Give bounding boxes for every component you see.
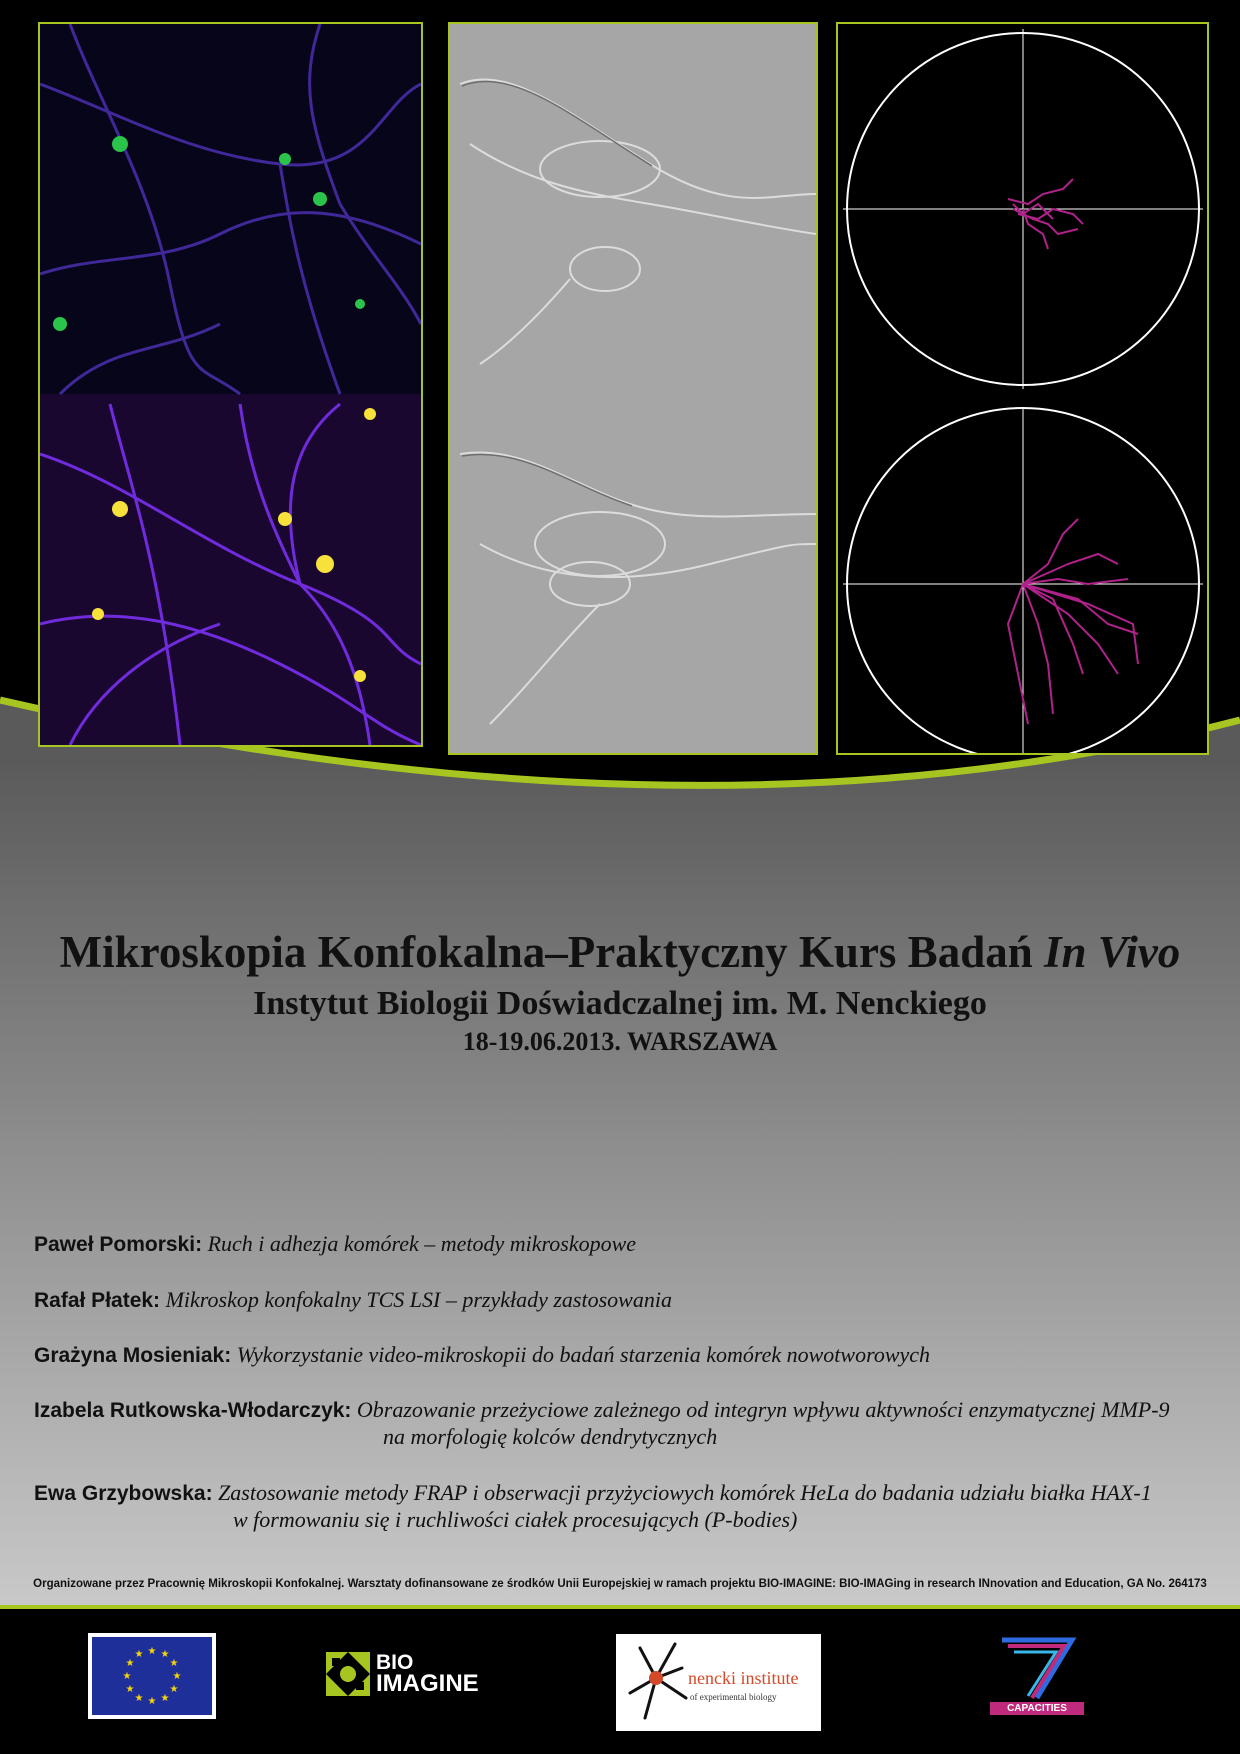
talk-title-continued: na morfologię kolców dendrytycznych <box>383 1424 718 1449</box>
svg-text:★: ★ <box>125 1684 135 1695</box>
speaker-name: Paweł Pomorski: <box>34 1233 203 1256</box>
fp7-capacities-logo <box>982 1632 1092 1720</box>
speaker-name: Izabela Rutkowska-Włodarczyk: <box>34 1399 352 1422</box>
talk-5 <box>34 1479 1152 1507</box>
svg-text:★: ★ <box>160 1649 170 1660</box>
speaker-name: Grażyna Mosieniak: <box>34 1344 232 1367</box>
nencki-name: nencki institute <box>688 1668 799 1688</box>
talk-title: Ruch i adhezja komórek – metody mikroskopowe <box>207 1231 637 1256</box>
nencki-subtitle: of experimental biology <box>690 1692 777 1702</box>
talk-title: Mikroskop konfokalny TCS LSI – przykłady zastosowania <box>165 1287 672 1312</box>
svg-text:★: ★ <box>169 1658 179 1669</box>
bioimagine-logo <box>326 1652 506 1698</box>
svg-text:★: ★ <box>147 1696 157 1707</box>
bioimagine-line2: IMAGINE <box>376 1670 479 1697</box>
speaker-name: Ewa Grzybowska: <box>34 1482 213 1505</box>
talk-1 <box>34 1230 636 1258</box>
fluorescence-neurons-image <box>38 22 423 747</box>
institute-name: Instytut Biologii Doświadczalnej im. M. Nenckiego <box>253 985 987 1022</box>
nencki-institute-logo <box>616 1634 821 1731</box>
speaker-name: Rafał Płatek: <box>34 1289 161 1312</box>
svg-text:★: ★ <box>134 1649 144 1660</box>
svg-text:★: ★ <box>160 1693 170 1704</box>
eu-stars-icon <box>92 1637 212 1715</box>
svg-text:★: ★ <box>172 1671 182 1682</box>
title-block <box>0 927 1240 1056</box>
poster-title: Mikroskopia Konfokalna–Praktyczny Kurs Badań In Vivo <box>59 927 1181 977</box>
eu-flag-logo <box>88 1633 216 1719</box>
bioimagine-mark-icon <box>326 1652 370 1696</box>
svg-text:★: ★ <box>125 1658 135 1669</box>
talk-title: Obrazowanie przeżyciowe zależnego od integryn wpływu aktywności enzymatycznej MMP-9 <box>356 1397 1170 1422</box>
talk-2 <box>34 1286 672 1314</box>
cell-track-plots <box>836 22 1209 755</box>
talk-title: Zastosowanie metody FRAP i obserwacji przyżyciowych komórek HeLa do badania udziału białka HAX-1 <box>218 1480 1152 1505</box>
svg-text:★: ★ <box>134 1693 144 1704</box>
svg-text:★: ★ <box>169 1684 179 1695</box>
capacities-label: CAPACITIES <box>990 1702 1084 1715</box>
event-date: 18-19.06.2013. WARSZAWA <box>462 1027 778 1056</box>
talk-title-continued: w formowaniu się i ruchliwości ciałek procesujących (P-bodies) <box>233 1507 798 1532</box>
organizer-note: Organizowane przez Pracownię Mikroskopii Konfokalnej. Warsztaty dofinansowane ze środków Unii Europejskiej w ramach projektu BIO-IMAGINE: BIO-IMAGing in research INnovation and Education, GA No. 264173 <box>33 1578 1207 1590</box>
fp7-seven-icon <box>982 1632 1092 1702</box>
talk-title: Wykorzystanie video-mikroskopii do badań starzenia komórek nowotworowych <box>236 1342 931 1367</box>
talk-4 <box>34 1396 1170 1424</box>
dic-cells-image <box>448 22 818 755</box>
talk-3 <box>34 1341 930 1369</box>
bioimagine-line1: BIO <box>376 1651 414 1674</box>
svg-text:★: ★ <box>147 1646 157 1657</box>
neuron-icon <box>620 1638 692 1728</box>
svg-text:★: ★ <box>122 1671 132 1682</box>
